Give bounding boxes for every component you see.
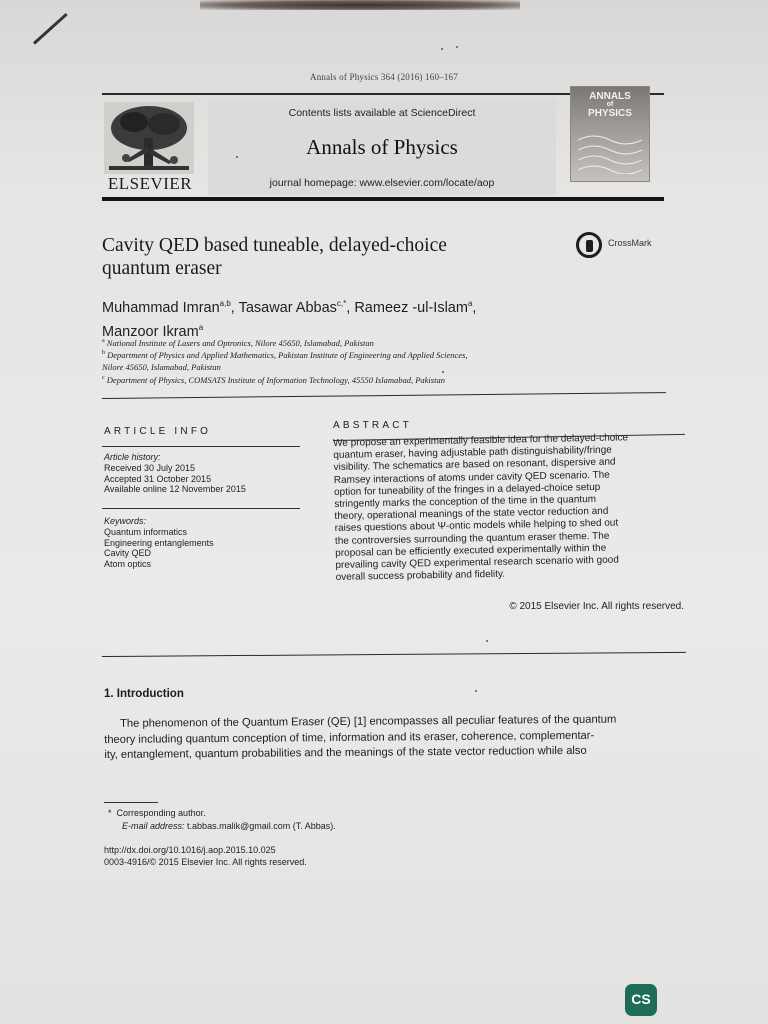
journal-banner: [208, 99, 556, 195]
journal-homepage: journal homepage: www.elsevier.com/locate/aop: [269, 177, 495, 189]
author-name: Muhammad Imran: [102, 299, 220, 316]
author-list: Muhammad Imran$^{a,b}$, Tasawar Abbas$^{c,*}$, Rameez -ul-Islam$^a$, Manzoor Ikram$^a$: [102, 299, 477, 340]
header-bottom-rule: [102, 197, 664, 201]
affiliation-b-continued: Nilore 45650, Islamabad, Pakistan: [102, 362, 221, 372]
journal-citation: Annals of Physics 364 (2016) 160–167: [310, 72, 458, 82]
accepted-date: Accepted 31 October 2015: [104, 473, 212, 484]
footnote-rule: [104, 802, 158, 803]
author-name: Rameez -ul-Islam: [354, 299, 468, 316]
scan-speck: [442, 371, 444, 373]
article-info-rule: [102, 446, 300, 447]
crossmark-icon: [576, 232, 602, 258]
scan-speck: [456, 46, 458, 48]
doi-link[interactable]: http://dx.doi.org/10.1016/j.aop.2015.10.025: [104, 845, 276, 855]
article-history: [104, 452, 246, 495]
article-title: Cavity QED based tuneable, delayed-choice quantum eraser: [102, 235, 447, 279]
keyword: Cavity QED: [104, 548, 152, 559]
journal-cover-thumbnail: [570, 86, 650, 182]
camscanner-badge: CS: [625, 984, 657, 1016]
contents-line: Contents lists available at ScienceDirect: [288, 107, 476, 119]
affiliation-b: $^b$ Department of Physics and Applied Mathematics, Pakistan Institute of Engineering and Applied Sciences,: [102, 350, 468, 360]
scan-speck: [441, 48, 443, 50]
online-date: Available online 12 November 2015: [104, 484, 246, 495]
abstract-heading: ABSTRACT: [333, 420, 412, 431]
scan-speck: [475, 690, 477, 692]
abstract-bottom-rule: [102, 652, 686, 657]
author-affiliation-mark: a,b: [219, 299, 231, 308]
email-note: E-mail address: t.abbas.malik@gmail.com (T. Abbas).: [122, 821, 336, 831]
introduction-text: The phenomenon of the Quantum Eraser (QE) [1] encompasses all peculiar features of the quantum theory including quantum conception of time, information and its eraser, coherence, complementar- ity, entanglement, quantum probabilities and the meanings of the state vector reduction while also: [104, 713, 617, 761]
article-info-heading: ARTICLE INFO: [104, 426, 212, 437]
abstract-copyright: © 2015 Elsevier Inc. All rights reserved.: [509, 601, 684, 612]
cover-title: ANNALS of PHYSICS: [588, 91, 632, 119]
crossmark-label: CrossMark: [608, 238, 652, 248]
author-affiliation-mark: a: [467, 299, 473, 308]
affiliation-a: $^a$ National Institute of Lasers and Optronics, Nilore 45650, Islamabad, Pakistan: [102, 338, 374, 348]
keyword: Quantum informatics: [104, 526, 188, 537]
keywords-label: Keywords:: [104, 516, 147, 526]
elsevier-tree-icon: [104, 102, 194, 174]
affiliation-rule: [102, 392, 666, 399]
introduction-heading: 1. Introduction: [104, 688, 184, 700]
crossmark-badge[interactable]: [576, 232, 666, 260]
elsevier-wordmark: ELSEVIER: [107, 174, 193, 193]
affiliation-c: $^c$ Department of Physics, COMSATS Institute of Information Technology, 45550 Islamabad, Pakistan: [102, 375, 445, 385]
abstract-text: We propose an experimentally feasible idea for the delayed-choice quantum eraser, having adjustable path distinguishability/fringe visibility. The schematics are based on resonant, dispersive and Ramsey interactions of atoms under cavity QED scenario. The option for tuneability of the fringes in a delayed-choice setup stringently marks the conception of the time in the quantum theory, operational meanings of the state vector reduction and raises questions about Ψ-ontic models while helping to shed out the controversies surrounding the quantum eraser theme. The proposal can be efficiently executed experimentally within the prevailing cavity QED experimental research scenario with good overall success probability and fidelity.: [333, 432, 629, 584]
email-link[interactable]: t.abbas.malik@gmail.com (T. Abbas).: [187, 821, 336, 831]
corresponding-note: * Corresponding author.: [108, 808, 206, 818]
author-affiliation-mark: a: [198, 322, 204, 332]
scan-speck: [236, 156, 238, 158]
issn-line: 0003-4916/© 2015 Elsevier Inc. All rights reserved.: [104, 857, 307, 867]
journal-name: Annals of Physics: [306, 135, 458, 159]
history-rule: [102, 508, 300, 509]
keyword: Atom optics: [104, 559, 152, 570]
author-affiliation-mark: c,*: [336, 299, 347, 308]
author-name: Tasawar Abbas: [238, 299, 337, 316]
pen-mark: [33, 13, 68, 45]
scan-speck: [486, 640, 488, 642]
author-name: Manzoor Ikram: [102, 323, 199, 340]
history-label: Article history:: [104, 452, 161, 462]
keywords-block: [104, 516, 214, 570]
elsevier-logo: [102, 100, 198, 194]
cover-graphic-icon: [578, 130, 642, 174]
scan-edge-shadow: [200, 0, 520, 10]
keyword: Engineering entanglements: [104, 537, 214, 548]
received-date: Received 30 July 2015: [104, 462, 196, 473]
